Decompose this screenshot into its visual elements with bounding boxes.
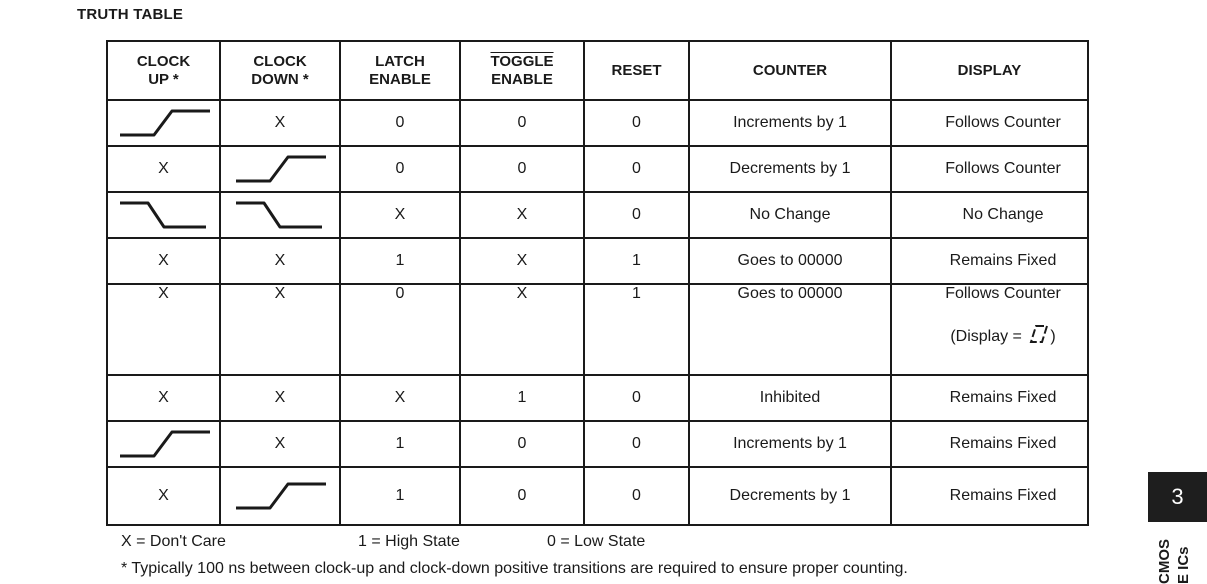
- cell-toggle-enable: 0: [460, 421, 584, 467]
- cell-toggle-enable: 0: [460, 146, 584, 192]
- header-toggle-enable: TOGGLE ENABLE: [460, 41, 584, 100]
- cell-clock-down: X: [220, 284, 340, 375]
- cell-clock-up: [107, 192, 220, 238]
- header-counter: COUNTER: [689, 41, 891, 100]
- header-reset: RESET: [584, 41, 689, 100]
- cell-clock-down: [220, 146, 340, 192]
- cell-reset: 0: [584, 421, 689, 467]
- cell-clock-down: X: [220, 375, 340, 421]
- table-row: [107, 238, 1088, 284]
- table-row: [107, 100, 1088, 146]
- table-row: [107, 192, 1088, 238]
- cell-clock-up: [107, 100, 220, 146]
- cell-latch-enable: 0: [340, 284, 460, 375]
- cell-display: Remains Fixed: [891, 467, 1088, 525]
- cell-latch-enable: 1: [340, 467, 460, 525]
- falling-edge-icon: [230, 195, 330, 235]
- cell-counter: Inhibited: [689, 375, 891, 421]
- table-row: [107, 467, 1088, 525]
- cell-clock-down: X: [220, 421, 340, 467]
- cell-latch-enable: X: [340, 375, 460, 421]
- cell-reset: 1: [584, 284, 689, 375]
- cell-reset: 0: [584, 100, 689, 146]
- table-row: [107, 284, 1088, 375]
- legend-low-state: 0 = Low State: [547, 533, 646, 550]
- cell-reset: 1: [584, 238, 689, 284]
- header-latch-enable: LATCH ENABLE: [340, 41, 460, 100]
- cell-display: Follows Counter: [891, 146, 1088, 192]
- table-row: [107, 375, 1088, 421]
- cell-counter: Increments by 1: [689, 421, 891, 467]
- chapter-tab-label: CMOS E ICs: [1156, 539, 1192, 584]
- cell-reset: 0: [584, 192, 689, 238]
- cell-clock-up: [107, 421, 220, 467]
- cell-clock-up: X: [107, 146, 220, 192]
- cell-toggle-enable: 0: [460, 467, 584, 525]
- cell-display: Remains Fixed: [891, 421, 1088, 467]
- page-title: TRUTH TABLE: [77, 6, 184, 23]
- header-clock-up: CLOCK UP *: [107, 41, 220, 100]
- cell-clock-up: X: [107, 375, 220, 421]
- cell-toggle-enable: 1: [460, 375, 584, 421]
- display-status: Follows Counter: [945, 285, 1061, 302]
- footnote: * Typically 100 ns between clock-up and clock-down positive transitions are required to ensure proper counting.: [121, 560, 908, 577]
- legend-dont-care: X = Don't Care: [121, 533, 226, 550]
- display-note: (Display = ): [919, 323, 1087, 346]
- seven-segment-zero-icon: [1026, 323, 1050, 345]
- rising-edge-icon: [230, 476, 330, 516]
- cell-toggle-enable: X: [460, 192, 584, 238]
- cell-toggle-enable: X: [460, 284, 584, 375]
- header-clock-down: CLOCK DOWN *: [220, 41, 340, 100]
- cell-clock-down: X: [220, 100, 340, 146]
- rising-edge-icon: [230, 149, 330, 189]
- cell-counter: No Change: [689, 192, 891, 238]
- cell-display: Remains Fixed: [891, 238, 1088, 284]
- cell-counter: Goes to 00000: [689, 284, 891, 375]
- header-row: [107, 41, 1088, 100]
- cell-toggle-enable: 0: [460, 100, 584, 146]
- table-row: [107, 146, 1088, 192]
- cell-display: [891, 284, 1088, 375]
- cell-latch-enable: 0: [340, 100, 460, 146]
- cell-toggle-enable: X: [460, 238, 584, 284]
- rising-edge-icon: [114, 103, 214, 143]
- cell-latch-enable: 1: [340, 421, 460, 467]
- truth-table: [106, 40, 1089, 526]
- falling-edge-icon: [114, 195, 214, 235]
- table-row: [107, 421, 1088, 467]
- cell-counter: Increments by 1: [689, 100, 891, 146]
- cell-counter: Decrements by 1: [689, 146, 891, 192]
- cell-clock-down: [220, 192, 340, 238]
- legend-high-state: 1 = High State: [358, 533, 460, 550]
- cell-counter: Goes to 00000: [689, 238, 891, 284]
- cell-reset: 0: [584, 146, 689, 192]
- cell-display: Remains Fixed: [891, 375, 1088, 421]
- chapter-number: 3: [1148, 472, 1207, 522]
- cell-latch-enable: 1: [340, 238, 460, 284]
- header-display: DISPLAY: [891, 41, 1088, 100]
- rising-edge-icon: [114, 424, 214, 464]
- cell-reset: 0: [584, 375, 689, 421]
- cell-clock-down: [220, 467, 340, 525]
- cell-display: No Change: [891, 192, 1088, 238]
- cell-latch-enable: 0: [340, 146, 460, 192]
- cell-clock-down: X: [220, 238, 340, 284]
- cell-clock-up: X: [107, 467, 220, 525]
- cell-reset: 0: [584, 467, 689, 525]
- cell-counter: Decrements by 1: [689, 467, 891, 525]
- cell-clock-up: X: [107, 284, 220, 375]
- cell-latch-enable: X: [340, 192, 460, 238]
- cell-clock-up: X: [107, 238, 220, 284]
- cell-display: Follows Counter: [891, 100, 1088, 146]
